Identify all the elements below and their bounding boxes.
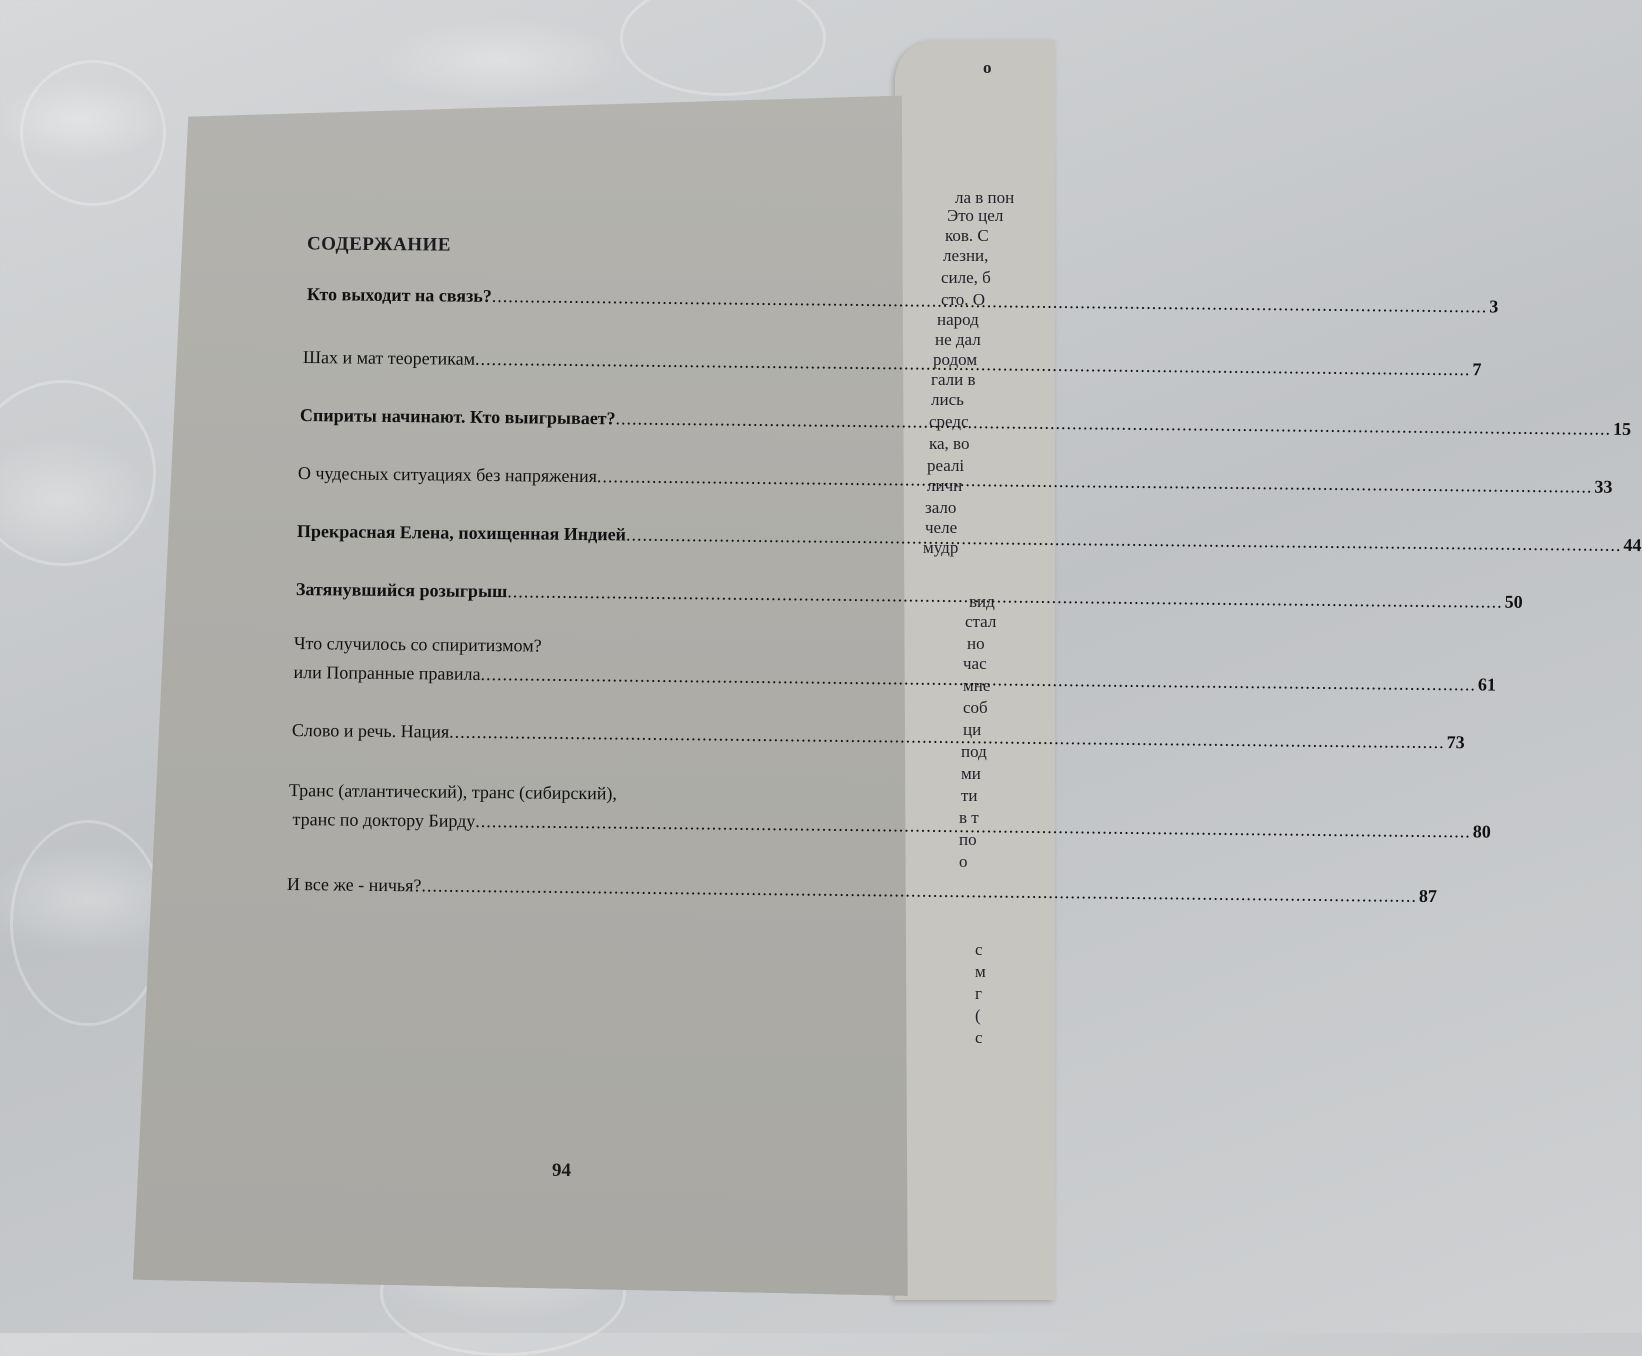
facing-page-text: (: [975, 1006, 981, 1025]
facing-page-text: не дал: [935, 330, 981, 349]
facing-page-text: лезни,: [943, 246, 989, 265]
toc-entry-title-line: Транс (атлантический), транс (сибирский),: [288, 780, 618, 804]
toc-entry-title: Кто выходит на связь?: [306, 284, 492, 306]
facing-page-text: с: [975, 1028, 983, 1047]
toc-title: СОДЕРЖАНИЕ: [306, 233, 452, 256]
toc-entry-page: 33: [1594, 476, 1613, 497]
facing-page-text: но: [967, 634, 985, 653]
facing-page-text: по: [959, 830, 977, 849]
facing-page-text: личн: [927, 476, 963, 495]
toc-entry-title: или Попранные правила: [293, 661, 481, 684]
toc-entry-page: 80: [1472, 821, 1491, 842]
facing-page-text: зало: [925, 498, 957, 517]
toc-entry-page: 7: [1472, 359, 1482, 380]
tablecloth-pattern: [0, 380, 156, 566]
facing-page-text: родом: [933, 350, 978, 369]
toc-entry-page: 73: [1446, 732, 1465, 753]
toc-entry-title-line: Что случилось со спиритизмом?: [293, 633, 542, 656]
facing-page-text: о: [959, 852, 968, 871]
facing-page-text: мудр: [923, 538, 959, 557]
facing-page-text: м: [975, 962, 986, 981]
facing-page-text: с: [975, 940, 983, 959]
facing-page-text: ка, во: [929, 434, 970, 453]
toc-entry-title: транс по доктору Бирду: [292, 809, 476, 831]
toc-entry-page: 50: [1504, 591, 1523, 612]
facing-page-text: стал: [965, 612, 997, 631]
facing-page-text: под: [961, 742, 987, 761]
toc-entry-title: Прекрасная Елена, похищенная Индией: [296, 521, 627, 545]
facing-page-text: гали в: [931, 370, 976, 389]
facing-page-text: лись: [931, 390, 964, 409]
facing-page-text: ков. С: [945, 226, 989, 245]
facing-page-text: челе: [925, 518, 958, 537]
tablecloth-pattern: [620, 0, 826, 96]
facing-page-text: силе, б: [941, 268, 991, 287]
facing-page-text: реалі: [927, 456, 965, 475]
facing-page-text: час: [963, 654, 987, 673]
facing-page-text: в т: [959, 808, 979, 827]
facing-page-text: Это цел: [947, 206, 1004, 225]
facing-page-text: народ: [937, 310, 979, 329]
tablecloth-pattern: [10, 820, 166, 1026]
facing-page-text: ла в пон: [955, 188, 1015, 207]
facing-page-text: ти: [961, 786, 978, 805]
facing-page-text: ми: [961, 764, 981, 783]
toc-entry-page: 44: [1623, 534, 1642, 556]
toc-entry-title: Спириты начинают. Кто выигрывает?: [299, 405, 616, 429]
toc-entry-title: И все же - ничья?: [286, 874, 422, 896]
toc-entry-page: 61: [1477, 674, 1497, 695]
toc-entry-page: 87: [1418, 885, 1438, 907]
facing-page-text: г: [975, 984, 982, 1003]
tablecloth-pattern: [20, 60, 166, 206]
facing-page-text: мне: [963, 676, 991, 695]
toc-entry-page: 3: [1489, 296, 1499, 317]
page-number: 94: [552, 1160, 571, 1181]
toc-entry-title: Слово и речь. Нация: [291, 720, 450, 742]
facing-page-text: вид: [969, 592, 995, 611]
facing-page-text: соб: [963, 698, 988, 717]
toc-entry-title: Шах и мат теоретикам: [302, 347, 476, 369]
facing-page-text: о: [983, 58, 992, 77]
toc-entry-title: О чудесных ситуациях без напряжения: [297, 463, 598, 487]
facing-page-text: средс: [929, 412, 969, 431]
facing-page-text: ци: [963, 720, 982, 739]
toc-entry-page: 15: [1612, 418, 1632, 439]
toc-entry-title: Затянувшийся розыгрыш: [295, 579, 508, 602]
facing-page-text: сто. О: [941, 290, 986, 309]
